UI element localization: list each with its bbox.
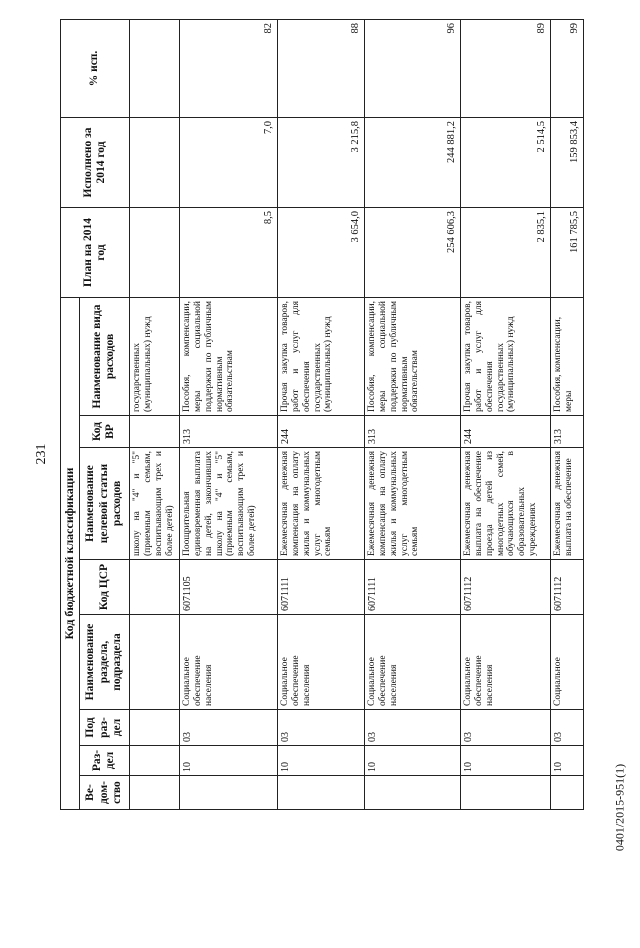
cell-plan: 2 835,1 — [460, 207, 550, 297]
header-csr-code: Код ЦСР — [79, 560, 129, 615]
cell-plan: 8,5 — [179, 207, 277, 297]
cell-plan — [129, 207, 179, 297]
cell-vr-code: 244 — [460, 416, 550, 448]
cell-section-name: Социальное обеспечение населения — [364, 615, 460, 710]
cell-vr-code — [129, 416, 179, 448]
page-number: 231 — [34, 443, 49, 465]
cell-executed: 159 853,4 — [550, 117, 583, 207]
cell-percent — [129, 19, 179, 117]
cell-razdel: 10 — [550, 746, 583, 776]
cell-section-name: Социальное обеспечение населения — [277, 615, 364, 710]
cell-target-item-name: Поощрительная единовременная выплата на детей, закончивших школу на "4" и "5" (приемным семьям, воспитывающим трех и более детей) — [179, 448, 277, 560]
cell-vedomstvo — [550, 776, 583, 810]
header-target-item-name: Наименование целевой статьи расходов — [79, 448, 129, 560]
cell-executed: 2 514,5 — [460, 117, 550, 207]
cell-podrazdel: 03 — [179, 710, 277, 746]
cell-plan: 3 654,0 — [277, 207, 364, 297]
cell-percent: 82 — [179, 19, 277, 117]
cell-csr-code: 6071105 — [179, 560, 277, 615]
cell-expense-type-name: Пособия, компенсации, меры социальной поддержки по публичным нормативным обязательствам — [179, 297, 277, 415]
cell-vedomstvo — [364, 776, 460, 810]
cell-target-item-name: Ежемесячная денежная выплата на обеспечение — [550, 448, 583, 560]
header-vr-code: Код ВР — [79, 416, 129, 448]
cell-expense-type-name: Прочая закупка товаров, работ и услуг для обеспечения государственных (муниципальных) нужд — [460, 297, 550, 415]
cell-podrazdel: 03 — [550, 710, 583, 746]
cell-percent: 89 — [460, 19, 550, 117]
cell-target-item-name: Ежемесячная денежная компенсация на оплату жилья и коммунальных услуг многодетным семьям — [277, 448, 364, 560]
header-section-name: Наименование раздела, подраздела — [79, 615, 129, 710]
cell-percent: 88 — [277, 19, 364, 117]
cell-target-item-name: Ежемесячная денежная выплата на обеспечение проезда детей из многодетных семей, обучающихся в образовательных учреждениях — [460, 448, 550, 560]
cell-razdel: 10 — [460, 746, 550, 776]
table-row — [460, 19, 550, 809]
cell-section-name — [129, 615, 179, 710]
cell-vr-code: 313 — [550, 416, 583, 448]
budget-table — [60, 19, 584, 810]
cell-vr-code: 313 — [179, 416, 277, 448]
cell-plan: 254 606,3 — [364, 207, 460, 297]
table-row — [129, 19, 179, 809]
table-row — [364, 19, 460, 809]
header-expense-type-name: Наименование вида расходов — [79, 297, 129, 415]
cell-razdel: 10 — [179, 746, 277, 776]
cell-vedomstvo — [460, 776, 550, 810]
cell-expense-type-name: Пособия, компенсации, меры социальной поддержки по публичным нормативным обязательствам — [364, 297, 460, 415]
header-razdel: Раз-дел — [79, 746, 129, 776]
cell-section-name: Социальное обеспечение населения — [179, 615, 277, 710]
cell-vedomstvo — [129, 776, 179, 810]
cell-podrazdel: 03 — [277, 710, 364, 746]
header-percent: % исп. — [61, 19, 130, 117]
cell-target-item-name: Ежемесячная денежная компенсация на оплату жилья и коммунальных услуг многодетным семьям — [364, 448, 460, 560]
header-podrazdel: Под раз-дел — [79, 710, 129, 746]
header-plan: План на 2014 год — [61, 207, 130, 297]
cell-vedomstvo — [277, 776, 364, 810]
header-executed: Исполнено за 2014 год — [61, 117, 130, 207]
header-budget-classification: Код бюджетной классификации — [61, 297, 80, 809]
cell-plan: 161 785,5 — [550, 207, 583, 297]
cell-csr-code — [129, 560, 179, 615]
cell-section-name: Социальное обеспечение населения — [460, 615, 550, 710]
cell-vr-code: 244 — [277, 416, 364, 448]
cell-razdel: 10 — [364, 746, 460, 776]
cell-executed: 7,0 — [179, 117, 277, 207]
cell-razdel — [129, 746, 179, 776]
cell-executed — [129, 117, 179, 207]
cell-executed: 244 881,2 — [364, 117, 460, 207]
cell-podrazdel — [129, 710, 179, 746]
table-row — [550, 19, 583, 809]
cell-vedomstvo — [179, 776, 277, 810]
document-code: 0401/2015-951(1) — [612, 763, 627, 852]
rotated-table-container — [60, 20, 582, 810]
cell-expense-type-name: Прочая закупка товаров, работ и услуг для обеспечения государственных (муниципальных) нужд — [277, 297, 364, 415]
header-vedomstvo: Ве-дом-ство — [79, 776, 129, 810]
cell-csr-code: 6071111 — [277, 560, 364, 615]
cell-csr-code: 6071111 — [364, 560, 460, 615]
cell-csr-code: 6071112 — [550, 560, 583, 615]
cell-expense-type-name: Пособия, компенсации, меры — [550, 297, 583, 415]
cell-podrazdel: 03 — [460, 710, 550, 746]
table-row — [277, 19, 364, 809]
cell-percent: 96 — [364, 19, 460, 117]
cell-podrazdel: 03 — [364, 710, 460, 746]
cell-target-item-name: школу на "4" и "5" (приемным семьям, воспитывающим трех и более детей) — [129, 448, 179, 560]
cell-section-name: Социальное — [550, 615, 583, 710]
cell-expense-type-name: государственных (муниципальных) нужд — [129, 297, 179, 415]
cell-vr-code: 313 — [364, 416, 460, 448]
cell-razdel: 10 — [277, 746, 364, 776]
table-row — [179, 19, 277, 809]
cell-csr-code: 6071112 — [460, 560, 550, 615]
cell-percent: 99 — [550, 19, 583, 117]
cell-executed: 3 215,8 — [277, 117, 364, 207]
